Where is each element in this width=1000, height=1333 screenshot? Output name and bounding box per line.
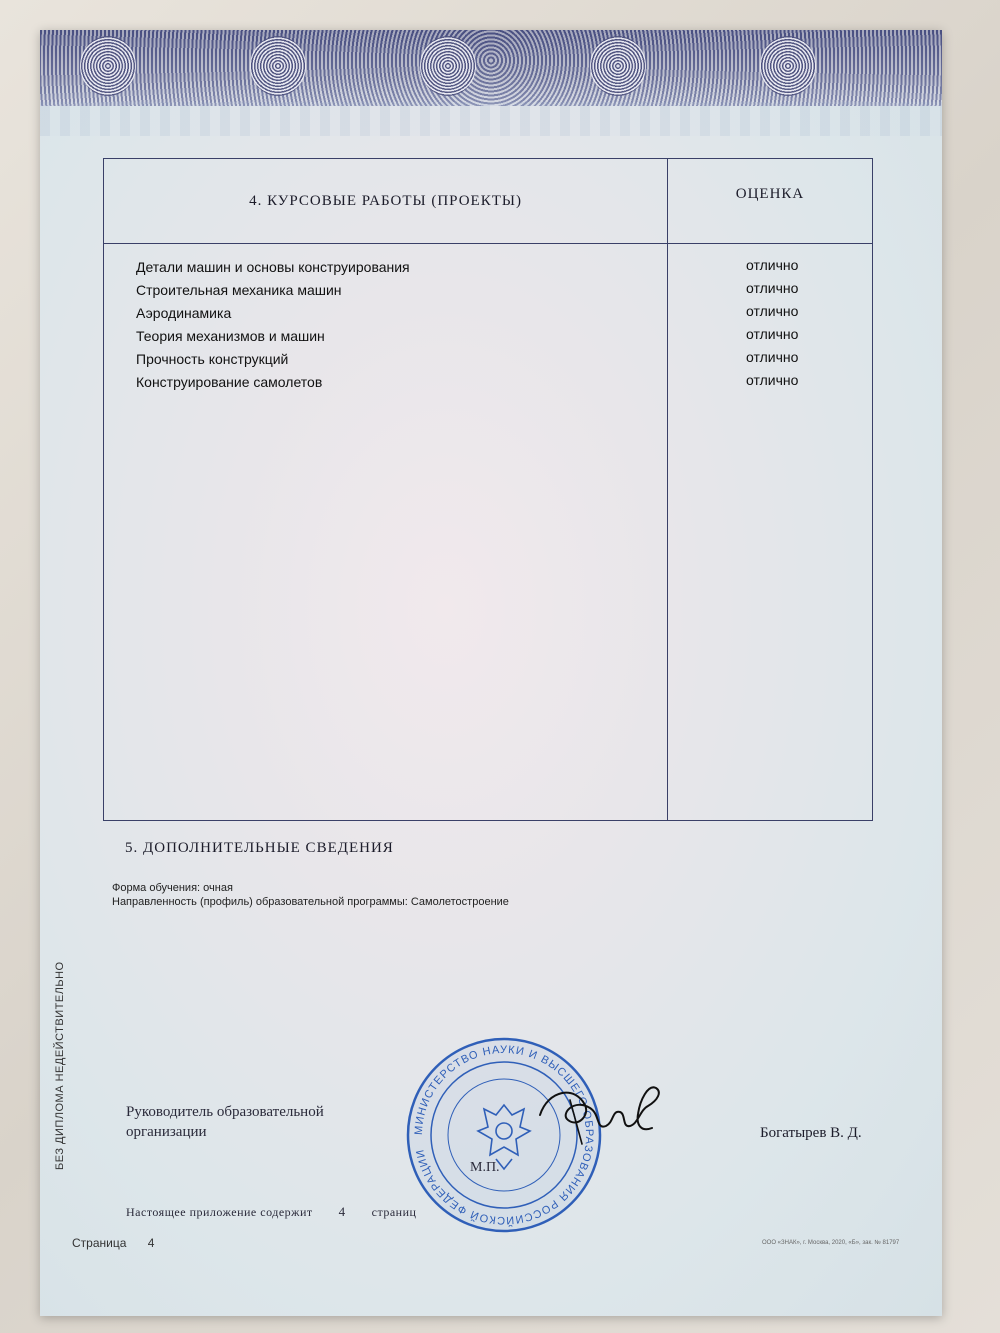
grade-column-header: ОЦЕНКА	[668, 159, 873, 244]
page-label: Страница	[72, 1236, 127, 1250]
course-names-cell	[104, 244, 668, 821]
stamp-place-label: М.П.	[470, 1160, 500, 1175]
validity-side-note: БЕЗ ДИПЛОМА НЕДЕЙСТВИТЕЛЬНО	[54, 961, 66, 1170]
course-grade: отлично	[746, 280, 799, 296]
course-name: Аэродинамика	[136, 305, 232, 321]
printer-imprint: ООО «ЗНАК», г. Москва, 2020, «Б», зак. № 81797	[762, 1240, 900, 1246]
course-grade: отлично	[746, 303, 799, 319]
program-profile: Направленность (профиль) образовательной программы: Самолетостроение	[112, 896, 509, 908]
appendix-suffix: страниц	[371, 1205, 417, 1219]
rosette-ornament	[590, 36, 646, 96]
course-grade: отлично	[746, 372, 799, 388]
handwritten-signature	[530, 1070, 670, 1150]
additional-info	[112, 881, 509, 909]
grades-cell	[668, 244, 873, 821]
signatory-title-line: Руководитель образовательной	[126, 1104, 324, 1120]
course-name: Прочность конструкций	[136, 351, 289, 367]
section5-title: 5. ДОПОЛНИТЕЛЬНЫЕ СВЕДЕНИЯ	[125, 840, 394, 856]
rosette-ornament	[420, 36, 476, 96]
course-name: Теория механизмов и машин	[136, 328, 325, 344]
course-name: Конструирование самолетов	[136, 374, 323, 390]
rosette-ornament	[250, 36, 306, 96]
course-name: Строительная механика машин	[136, 282, 342, 298]
rosette-ornament	[760, 36, 816, 96]
course-grade: отлично	[746, 349, 799, 365]
diploma-appendix-page	[40, 30, 942, 1316]
appendix-pages-number: 4	[338, 1204, 346, 1219]
section4-title: 4. КУРСОВЫЕ РАБОТЫ (ПРОЕКТЫ)	[104, 159, 668, 244]
seal-ring-text: МИНИСТЕРСТВО НАУКИ И ВЫСШЕГО ОБРАЗОВАНИЯ РОССИЙСКОЙ ФЕДЕРАЦИИ	[412, 1043, 596, 1227]
course-name: Детали машин и основы конструирования	[136, 259, 410, 275]
appendix-prefix: Настоящее приложение содержит	[126, 1205, 313, 1219]
course-grade: отлично	[746, 326, 799, 342]
study-form: Форма обучения: очная	[112, 882, 233, 894]
course-grade: отлично	[746, 257, 799, 273]
rosette-ornament	[80, 36, 136, 96]
signatory-name: Богатырев В. Д.	[760, 1125, 862, 1141]
table-body-row	[104, 244, 873, 821]
appendix-page-count	[126, 1204, 416, 1220]
signatory-title	[126, 1102, 324, 1142]
security-pattern-fade	[40, 102, 942, 136]
table-header-row	[104, 159, 873, 244]
coursework-table	[103, 158, 873, 821]
page-number-footer	[72, 1236, 154, 1250]
page-number: 4	[147, 1236, 155, 1250]
signatory-title-line: организации	[126, 1124, 207, 1140]
